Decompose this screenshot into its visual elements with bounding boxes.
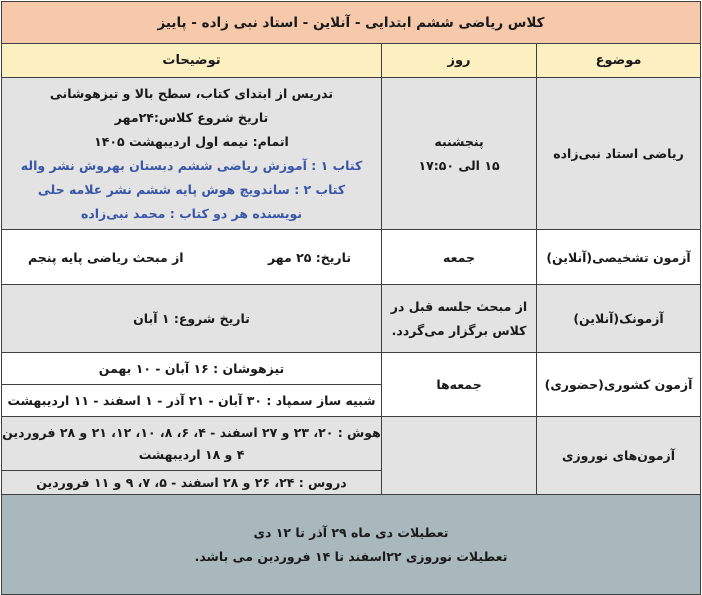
diagnostic-notes: [2, 230, 382, 285]
nowruz-hoosh-line2: ۴ و ۱۸ اردیبهشت: [138, 446, 245, 462]
nowruz-hoosh-line1: هوش : ۲۰، ۲۳ و ۲۷ اسفند - ۴، ۶، ۸، ۱۰، ۱۲، ۲۱ و ۲۸ فروردین: [2, 424, 381, 440]
nowruz-subject: آزمون‌های نوروزی: [537, 417, 701, 495]
quiz-day-line2: کلاس برگزار می‌گردد.: [391, 322, 527, 338]
holiday-dey: تعطیلات دی ماه ۲۹ آذر تا ۱۲ دی: [253, 524, 449, 540]
class-day-time: ۱۵ الی ۱۷:۵۰: [418, 157, 500, 173]
quiz-notes: تاریخ شروع: ۱ آبان: [2, 285, 382, 353]
national-subject: آزمون کشوری(حضوری): [537, 353, 701, 417]
schedule-table: [1, 1, 701, 595]
class-subject: ریاضی استاد نبی‌زاده: [537, 78, 701, 230]
diagnostic-subject: آزمون تشخیصی(آنلاین): [537, 230, 701, 285]
national-day: جمعه‌ها: [382, 353, 537, 417]
national-notes-sampad: شبیه ساز سمپاد : ۳۰ آبان - ۲۱ آذر - ۱ اسفند - ۱۱ اردیبهشت: [2, 385, 382, 417]
header-subject: موضوع: [537, 44, 701, 78]
nowruz-day: [382, 417, 537, 495]
table-row-nowruz: [2, 417, 701, 471]
quiz-day-line1: از مبحث جلسه قبل در: [390, 298, 528, 314]
diagnostic-day: جمعه: [382, 230, 537, 285]
diagnostic-topic: از مبحث ریاضی پایه پنجم: [28, 249, 184, 265]
holidays-footer: [2, 495, 701, 595]
header-day: روز: [382, 44, 537, 78]
class-notes: [2, 78, 382, 230]
table-row-diagnostic: [2, 230, 701, 285]
class-note-book2: کتاب ۲ : ساندویچ هوش پایه ششم نشر علامه حلی: [37, 181, 346, 197]
class-day: [382, 78, 537, 230]
national-notes-tiz: تیزهوشان : ۱۶ آبان - ۱۰ بهمن: [2, 353, 382, 385]
holiday-nowruz: تعطیلات نوروزی ۲۲اسفند تا ۱۴ فروردین می باشد.: [194, 548, 508, 564]
table-footer-row: [2, 495, 701, 595]
table-row-quiz: [2, 285, 701, 353]
quiz-subject: آزمونک(آنلاین): [537, 285, 701, 353]
nowruz-notes-doroos: دروس : ۲۴، ۲۶ و ۲۸ اسفند - ۵، ۷، ۹ و ۱۱ فروردین: [2, 471, 382, 495]
class-note-start: تاریخ شروع کلاس:۲۴مهر: [114, 109, 269, 125]
table-title: کلاس ریاضی ششم ابتدایی - آنلاین - استاد نبی زاده - پاییز: [2, 2, 701, 44]
table-row-national: [2, 353, 701, 385]
class-note-end: اتمام: نیمه اول اردیبهشت ۱۴۰۵: [94, 133, 289, 149]
class-day-name: پنجشنبه: [434, 133, 484, 149]
header-notes: توضیحات: [2, 44, 382, 78]
class-note-author: نویسنده هر دو کتاب : محمد نبی‌زاده: [80, 205, 303, 221]
quiz-day: [382, 285, 537, 353]
table-row-class: [2, 78, 701, 230]
class-note-book1: کتاب ۱ : آموزش ریاضی ششم دبستان بهروش نشر واله: [20, 157, 363, 173]
class-note-teaching: تدریس از ابتدای کتاب، سطح بالا و تیزهوشانی: [49, 85, 334, 101]
nowruz-notes-hoosh: [2, 417, 382, 471]
diagnostic-date: تاریخ: ۲۵ مهر: [267, 249, 352, 265]
